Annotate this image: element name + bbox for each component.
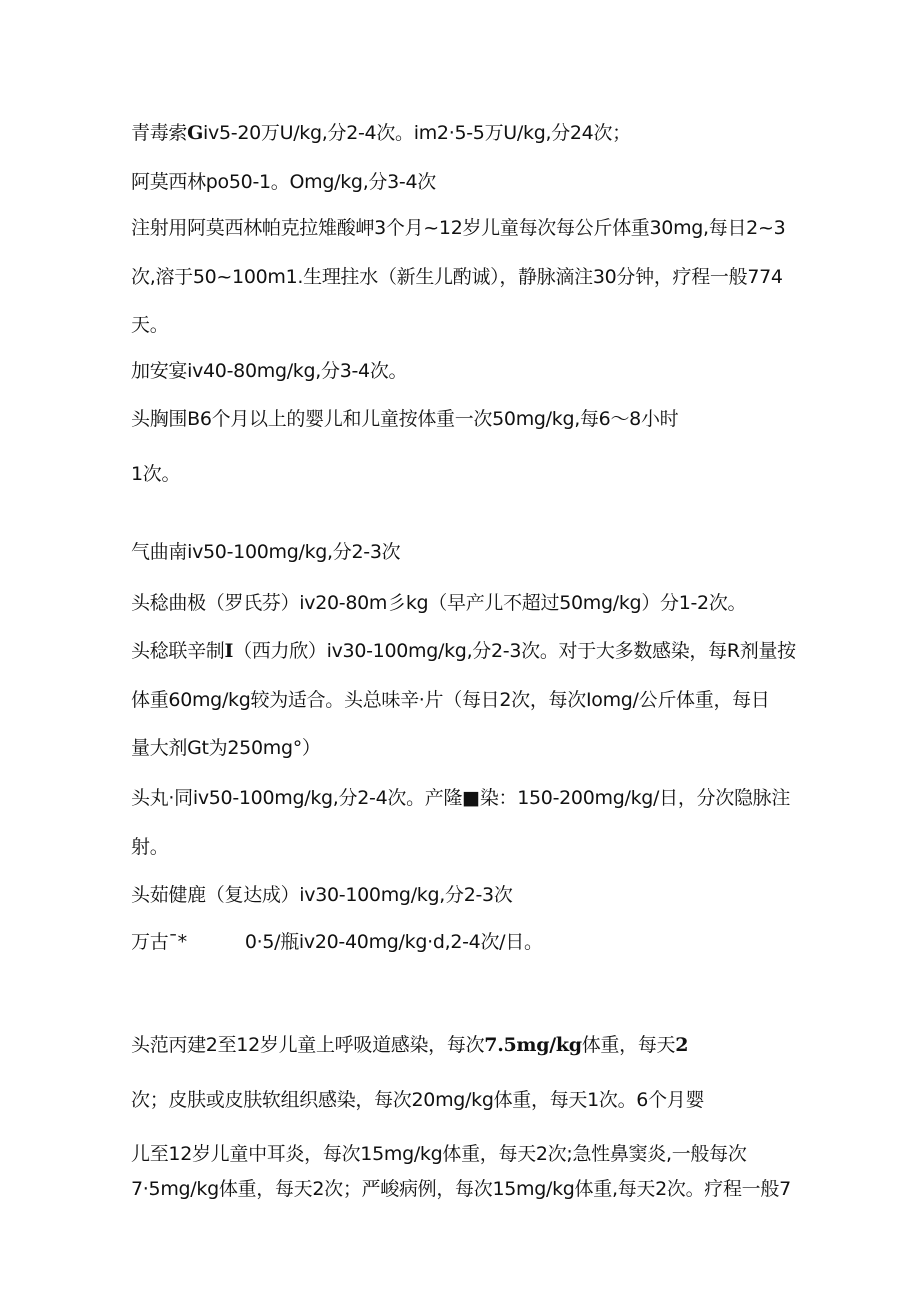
text-line: 次；皮肤或皮肤软组织感染，每次20mg/kg体重，每天1次。6个月婴 (131, 1089, 705, 1111)
text-line: 射。 (131, 836, 169, 858)
text-line: 加安宴iv40-80mg/kg,分3-4次。 (131, 360, 408, 382)
text-line: 头丸·同iv50-100mg/kg,分2-4次。产隆■染：150-200mg/kg/日，分次隐脉注 (131, 787, 791, 809)
text-line: 青毒索Giv5-20万U/kg,分2-4次。im2·5-5万U/kg,分24次； (131, 122, 631, 144)
text-line: 儿至12岁儿童中耳炎，每次15mg/kg体重，每天2次;急性鼻窦炎,一般每次 (131, 1143, 747, 1165)
text-line: 气曲南iv50-100mg/kg,分2-3次 (131, 541, 401, 563)
text-line: 注射用阿莫西林帕克拉雉酸岬3个月~12岁儿童每次每公斤体重30mg,每日2~3 (131, 217, 786, 239)
text-line: 次,溶于50~100m1.生理拄水（新生儿酌诚），静脉滴注30分钟，疗程一般774 (131, 266, 783, 288)
text-line: 体重60mg/kg较为适合。头总味辛·片（每日2次，每次Iomg/公斤体重，每日 (131, 689, 770, 711)
text-line: 头稔联辛制I（西力欣）iv30-100mg/kg,分2-3次。对于大多数感染，每R剂量按 (131, 640, 796, 662)
text-line: 头稔曲极（罗氏芬）iv20-80m彡kg（早产儿不超过50mg/kg）分1-2次。 (131, 592, 747, 614)
text-line: 1次。 (131, 463, 181, 485)
text-line: 头胸围B6个月以上的婴儿和儿童按体重一次50mg/kg,每6～8小时 (131, 408, 679, 430)
text-line: 7·5mg/kg体重，每天2次；严峻病例，每次15mg/kg体重,每天2次。疗程一般7 (131, 1178, 791, 1200)
text-line: 量大剂Gt为250mg°） (131, 737, 321, 759)
text-line: 天。 (131, 314, 169, 336)
text-line: 头茹健鹿（复达成）iv30-100mg/kg,分2-3次 (131, 884, 513, 906)
text-line: 阿莫西林po50-1。Omg/kg,分3-4次 (131, 171, 436, 193)
text-line: 头范丙建2至12岁儿童上呼吸道感染，每次7.5mg/kg体重，每天2 (131, 1034, 689, 1056)
text-line: 万古¯* 0·5/瓶iv20-40mg/kg·d,2-4次/日。 (131, 931, 543, 953)
